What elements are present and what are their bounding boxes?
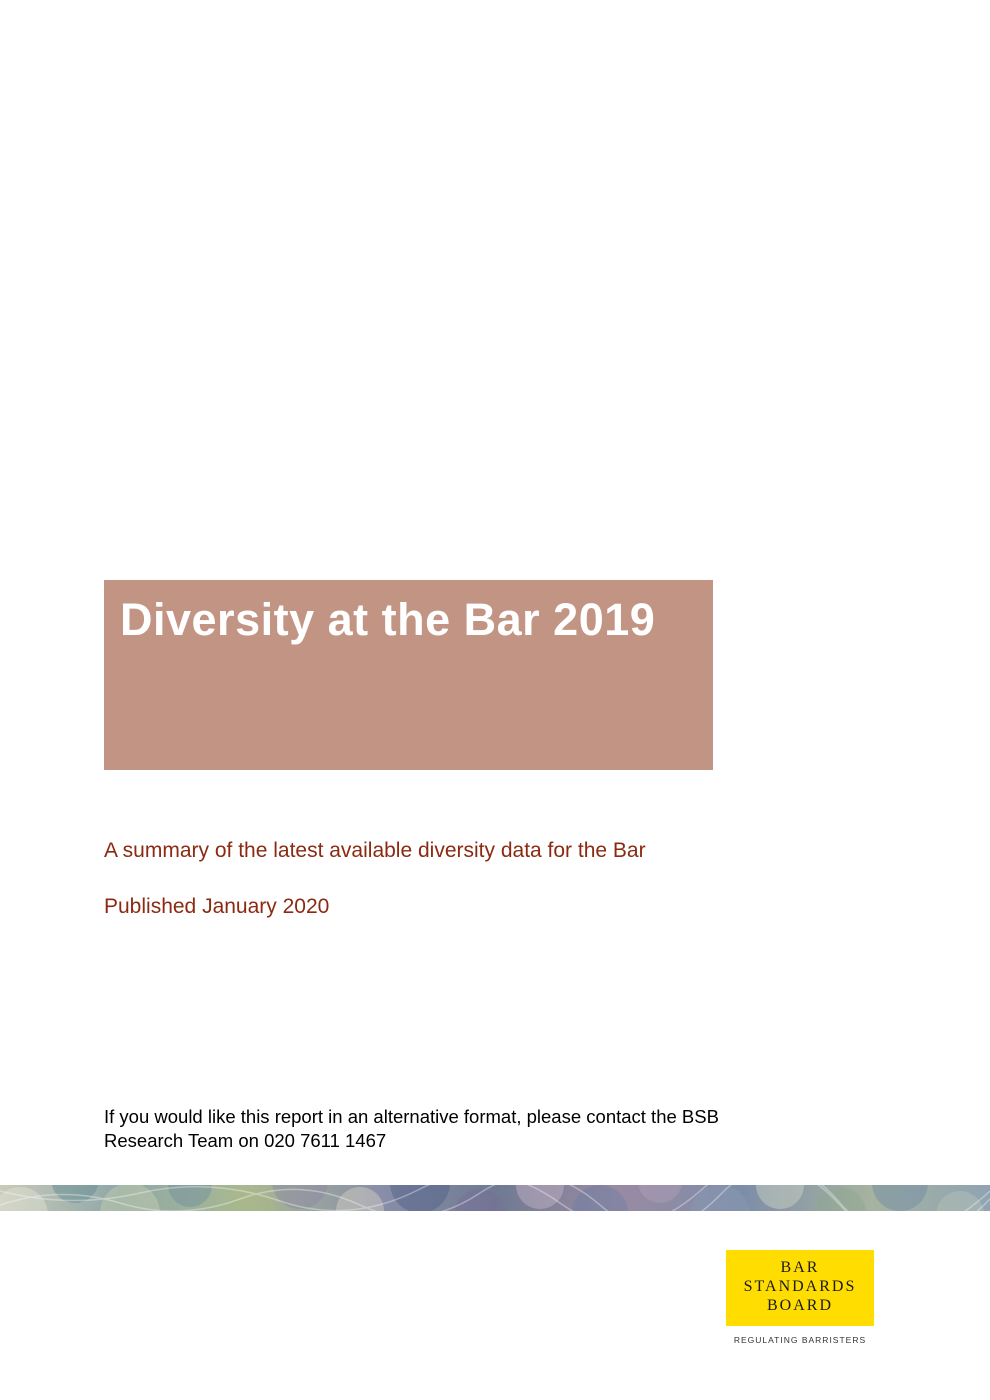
publication-date: Published January 2020 [104,895,330,918]
title-box [104,580,713,770]
contact-line-1: If you would like this report in an alternative format, please contact the BSB [104,1106,719,1127]
logo-line-standards: STANDARDS [743,1278,857,1295]
decorative-pattern-band [0,1185,990,1211]
contact-note [104,1105,824,1153]
report-subtitle: A summary of the latest available diversity data for the Bar [104,839,646,862]
bar-standards-board-logo [726,1250,874,1326]
report-title: Diversity at the Bar 2019 [120,594,656,645]
contact-line-2: Research Team on 020 7611 1467 [104,1130,387,1151]
logo-line-bar: BAR [780,1259,820,1276]
logo-tagline: REGULATING BARRISTERS [733,1335,867,1345]
logo-line-board: BOARD [766,1297,833,1314]
